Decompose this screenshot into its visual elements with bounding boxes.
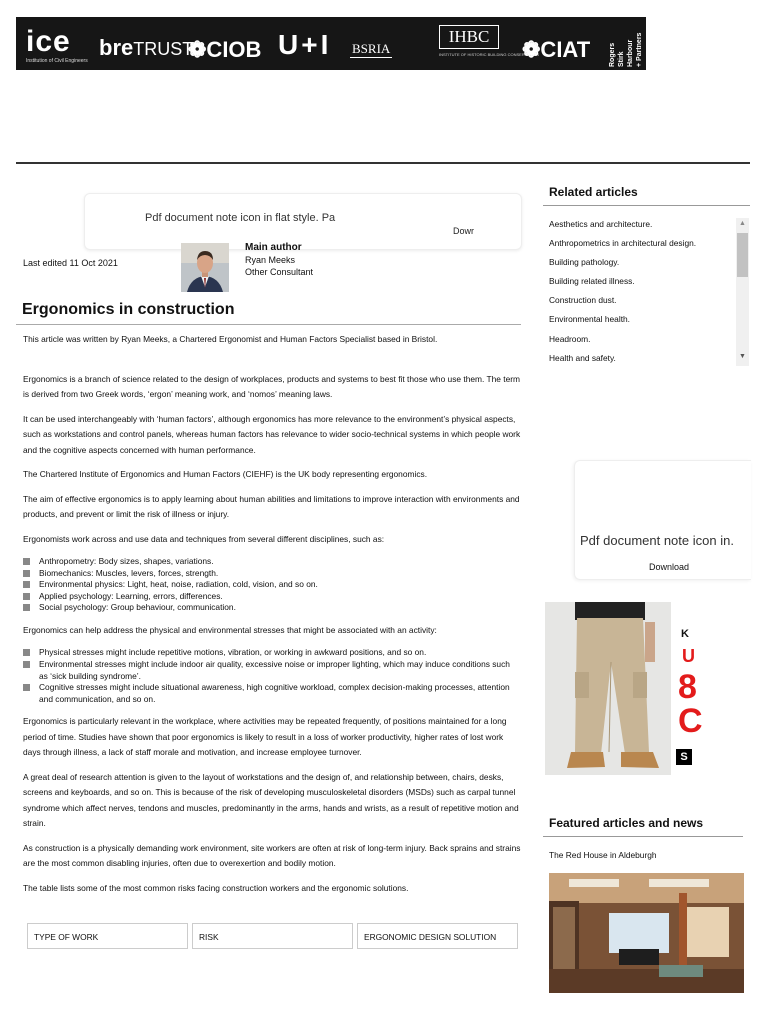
list-item: Environmental physics: Light, heat, noise, radiation, cold, vision, and so on. — [23, 579, 521, 591]
related-link[interactable]: Anthropometrics in architectural design. — [549, 238, 697, 249]
article-paragraph: The Chartered Institute of Ergonomics and Human Factors (CIEHF) is the UK body representing ergonomics. — [23, 469, 428, 479]
title-divider — [16, 324, 521, 325]
author-name[interactable]: Ryan Meeks — [245, 255, 296, 265]
article-paragraph: As construction is a physically demanding work environment, site workers are often at risk of long-term injury. Back sprains and strains are the most common disabling injuries, often due to overexertion and bodily motion. — [23, 842, 521, 869]
featured-article-link[interactable]: The Red House in Aldeburgh — [549, 850, 657, 860]
article-body — [23, 332, 521, 905]
trousers-ad-image[interactable] — [545, 602, 671, 775]
ihbc-logo-subtitle: INSTITUTE OF HISTORIC BUILDING CONSERVATION — [439, 52, 539, 57]
risks-table-header — [25, 921, 520, 951]
related-link[interactable]: Building related illness. — [549, 276, 635, 287]
article-paragraph: A great deal of research attention is given to the layout of workstations and the design of, and relationship between, chairs, desks, screens and keyboards, and so on. This is because of the risk of developing musculoskeletal disorders (MSDs) such as carpal tunnel syndrome which affect nerves, tendons and muscles, predominantly in the arms, hands and wrists, as a result of repetitive motion and strain. — [23, 771, 519, 829]
ad-text-strip[interactable]: K U 8 C S — [678, 628, 703, 763]
featured-heading: Featured articles and news — [549, 816, 704, 830]
bsria-logo[interactable]: BSRIA — [352, 41, 391, 56]
list-item: Anthropometry: Body sizes, shapes, variations. — [23, 556, 521, 568]
disciplines-list — [23, 556, 521, 614]
featured-article-image[interactable] — [549, 873, 744, 993]
author-avatar[interactable] — [181, 243, 229, 292]
list-item: Biomechanics: Muscles, levers, forces, strength. — [23, 568, 521, 580]
article-paragraph: The aim of effective ergonomics is to apply learning about human abilities and limitations to improve interaction with environments and products, and prevent or limit the risk of illness or injury. — [23, 493, 520, 519]
stresses-list — [23, 647, 521, 705]
article-paragraph: It can be used interchangeably with ‘human factors’, although ergonomics has more relevance to the environment’s physical aspects, such as workstations and control panels, whereas human factors has relevance to wider socio-technical systems in which people work and the cognitive aspects concerned with human performance. — [23, 413, 521, 455]
related-articles-list[interactable] — [549, 217, 735, 367]
article-paragraph: Ergonomics is a branch of science related to the design of workplaces, products and systems to best fit those who use them. The term is derived from two Greek words, ‘ergon’ meaning work, and ‘nomos’ meaning laws. — [23, 373, 521, 399]
article-paragraph: Ergonomics can help address the physical and environmental stresses that might be associated with an activity: — [23, 624, 437, 635]
related-link[interactable]: Aesthetics and architecture. — [549, 219, 653, 229]
list-item: Environmental stresses might include indoor air quality, excessive noise or improper lighting, which may induce conditions such as ‘sick building syndrome’. — [23, 659, 521, 682]
article-intro: This article was written by Ryan Meeks, a Chartered Ergonomist and Human Factors Specialist based in Bristol. — [23, 334, 438, 344]
scroll-down-arrow-icon[interactable]: ▼ — [739, 353, 746, 360]
table-header-cell: ERGONOMIC DESIGN SOLUTION — [357, 923, 518, 949]
article-paragraph: Ergonomics is particularly relevant in the workplace, where activities may be repeated frequently, of positions maintained for a long period of time. Studies have shown that poor ergonomics is likely to result in a loss of worker productivity, higher rates of lost work days through illness, a lack of staff morale and motivation, and increase employee turnover. — [23, 716, 507, 758]
ad-title[interactable]: Pdf document note icon in flat style. Pa — [145, 212, 336, 224]
related-link[interactable]: Environmental health. — [549, 314, 631, 325]
related-divider — [543, 205, 750, 206]
sidebar-ad-title[interactable]: Pdf document note icon in. — [580, 533, 734, 548]
article-paragraph: The table lists some of the most common risks facing construction workers and the ergonomic solutions. — [23, 882, 409, 893]
header-divider — [16, 162, 750, 164]
ice-logo[interactable]: ice — [26, 25, 71, 58]
sidebar-ad-download[interactable]: Download — [649, 562, 690, 572]
related-link[interactable]: Building pathology. — [549, 257, 620, 268]
list-item: Social psychology: Group behaviour, communication. — [23, 602, 521, 614]
related-link[interactable]: Health and safety. — [549, 352, 616, 363]
rogers-stirk-harbour-logo[interactable]: Rogers Stirk Harbour + Partners — [609, 32, 643, 67]
ciob-logo[interactable]: ❁CIOB — [188, 37, 262, 62]
author-role: Other Consultant — [245, 267, 314, 277]
ihbc-logo[interactable]: IHBC — [439, 25, 499, 49]
top-ad-card[interactable] — [84, 193, 522, 250]
main-author-label: Main author — [245, 242, 302, 253]
list-item: Physical stresses might include repetitive motions, vibration, or working in awkward positions, and so on. — [23, 647, 521, 659]
related-link[interactable]: Construction dust. — [549, 295, 617, 306]
list-item: Cognitive stresses might include situational awareness, high cognitive workload, complex decision-making processes, attention and communication, and so on. — [23, 682, 521, 705]
ut-logo[interactable]: U+I — [278, 29, 332, 60]
featured-divider — [543, 836, 743, 837]
ciat-logo[interactable]: ❁CIAT — [522, 37, 591, 62]
scroll-up-arrow-icon[interactable]: ▲ — [739, 220, 746, 227]
ice-logo-subtitle: Institution of Civil Engineers — [26, 58, 88, 64]
related-link[interactable]: Headroom. — [549, 333, 591, 344]
table-header-cell: RISK — [192, 923, 353, 949]
list-item: Applied psychology: Learning, errors, differences. — [23, 591, 521, 603]
article-paragraph: Ergonomists work across and use data and techniques from several different disciplines, such as: — [23, 533, 385, 544]
bretrust-logo[interactable]: breTRUST — [99, 35, 194, 60]
ad-download-link[interactable]: Dowr — [453, 226, 475, 236]
partner-logo-banner[interactable] — [16, 17, 646, 70]
table-header-cell: TYPE OF WORK — [27, 923, 188, 949]
last-edited: Last edited 11 Oct 2021 — [23, 258, 118, 268]
related-articles-heading: Related articles — [549, 185, 638, 199]
scrollbar-thumb[interactable] — [737, 233, 748, 277]
page-title: Ergonomics in construction — [22, 301, 235, 318]
